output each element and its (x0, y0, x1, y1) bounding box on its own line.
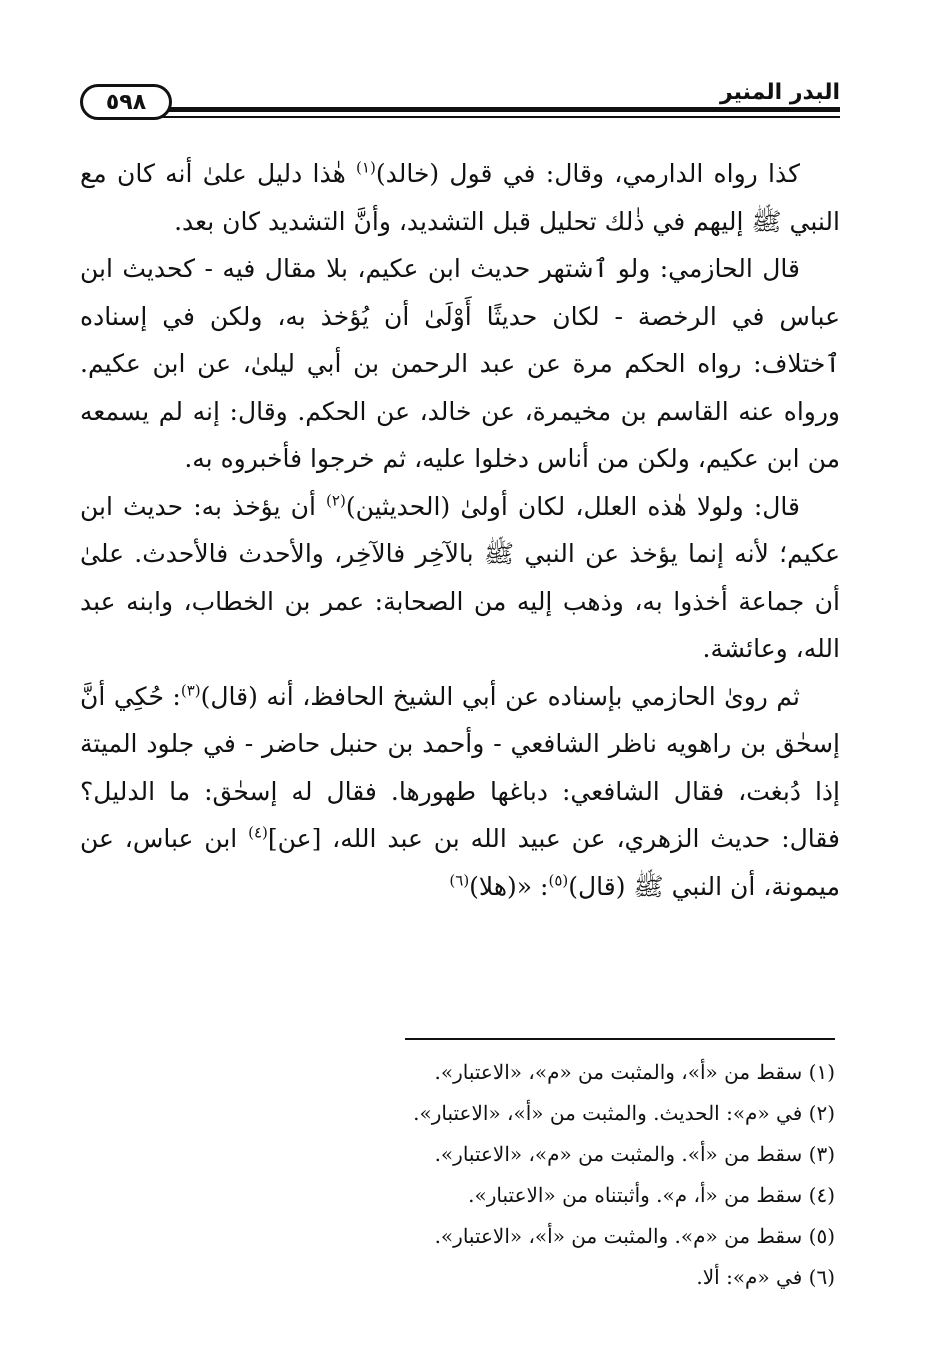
text-run: : حُكِي أنَّ إسحٰق بن راهويه ناظر الشافعي - وأحمد بن حنبل حاضر - في جلود الميتة إذا دُبغت، فقال الشافعي: دباغها طهورها. فقال له إسحٰق: ما الدليل؟ فقال: حديث الزهري، عن عبيد الله بن عبد الله، [عن] (80, 681, 840, 853)
text-run: ثم روىٰ الحازمي بإسناده عن أبي الشيخ الحافظ، أنه (قال) (200, 681, 800, 711)
footnote-marker: (٣) (180, 681, 201, 700)
footnote: (٥) سقط من «م». والمثبت من «أ»، «الاعتبار». (434, 1224, 835, 1248)
paragraph (80, 150, 840, 245)
footnote: (٦) في «م»: ألا. (696, 1265, 835, 1289)
footnote: (٢) في «م»: الحديث. والمثبت من «أ»، «الاعتبار». (413, 1101, 835, 1125)
page-number: ٥٩٨ (80, 84, 172, 120)
text-run: هٰذا دليل علىٰ أنه كان مع النبي ﷺ إليهم في ذٰلك تحليل قبل التشديد، وأنَّ التشديد كان بعد. (80, 159, 840, 236)
paragraph (80, 483, 840, 673)
text-run: : «(هلا) (469, 871, 549, 901)
footnote-separator (405, 1038, 835, 1040)
header-rule-thick (140, 107, 840, 112)
header-rule-thin (140, 116, 840, 118)
text-run: قال: ولولا هٰذه العلل، لكان أولىٰ (الحديثين) (345, 491, 800, 521)
paragraph (80, 673, 840, 911)
footnote-marker: (٦) (449, 871, 470, 890)
text-run: أن يؤخذ به: حديث ابن عكيم؛ لأنه إنما يؤخذ عن النبي ﷺ بالآخِر فالآخِر، والأحدث فالأحدث. علىٰ أن جماعة أخذوا به، وذهب إليه من الصحابة: عمر بن الخطاب، وابنه عبد الله، وعائشة. (80, 491, 840, 663)
footnote-marker: (٤) (248, 823, 268, 842)
paragraph (80, 245, 840, 483)
footnote-marker: (٢) (326, 491, 346, 510)
footnote-marker: (١) (356, 158, 376, 177)
text-run: قال الحازمي: ولو ٱشتهر حديث ابن عكيم، بلا مقال فيه - كحديث ابن عباس في الرخصة - لكان حديثًا أَوْلَىٰ أن يُؤخذ به، ولكن في إسناده ٱختلاف: رواه الحكم مرة عن عبد الرحمن بن أبي ليلىٰ، عن ابن عكيم. ورواه عنه القاسم بن مخيمرة، عن خالد، عن الحكم. وقال: إنه لم يسمعه من ابن عكيم، ولكن من أناس دخلوا عليه، ثم خرجوا فأخبروه به. (80, 254, 840, 473)
book-title: البدر المنير (719, 80, 840, 105)
text-run: ابن عباس، عن ميمونة، أن النبي ﷺ (قال) (80, 824, 840, 901)
footnote-marker: (٥) (548, 871, 569, 890)
main-text (80, 150, 840, 910)
footnote: (٣) سقط من «أ». والمثبت من «م»، «الاعتبار». (434, 1142, 835, 1166)
footnote: (١) سقط من «أ»، والمثبت من «م»، «الاعتبار». (434, 1060, 835, 1084)
text-run: كذا رواه الدارمي، وقال: في قول (خالد) (375, 159, 800, 188)
footnote: (٤) سقط من «أ، م». وأثبتناه من «الاعتبار». (468, 1183, 835, 1207)
footnotes (80, 1052, 835, 1298)
page-header (80, 80, 840, 130)
